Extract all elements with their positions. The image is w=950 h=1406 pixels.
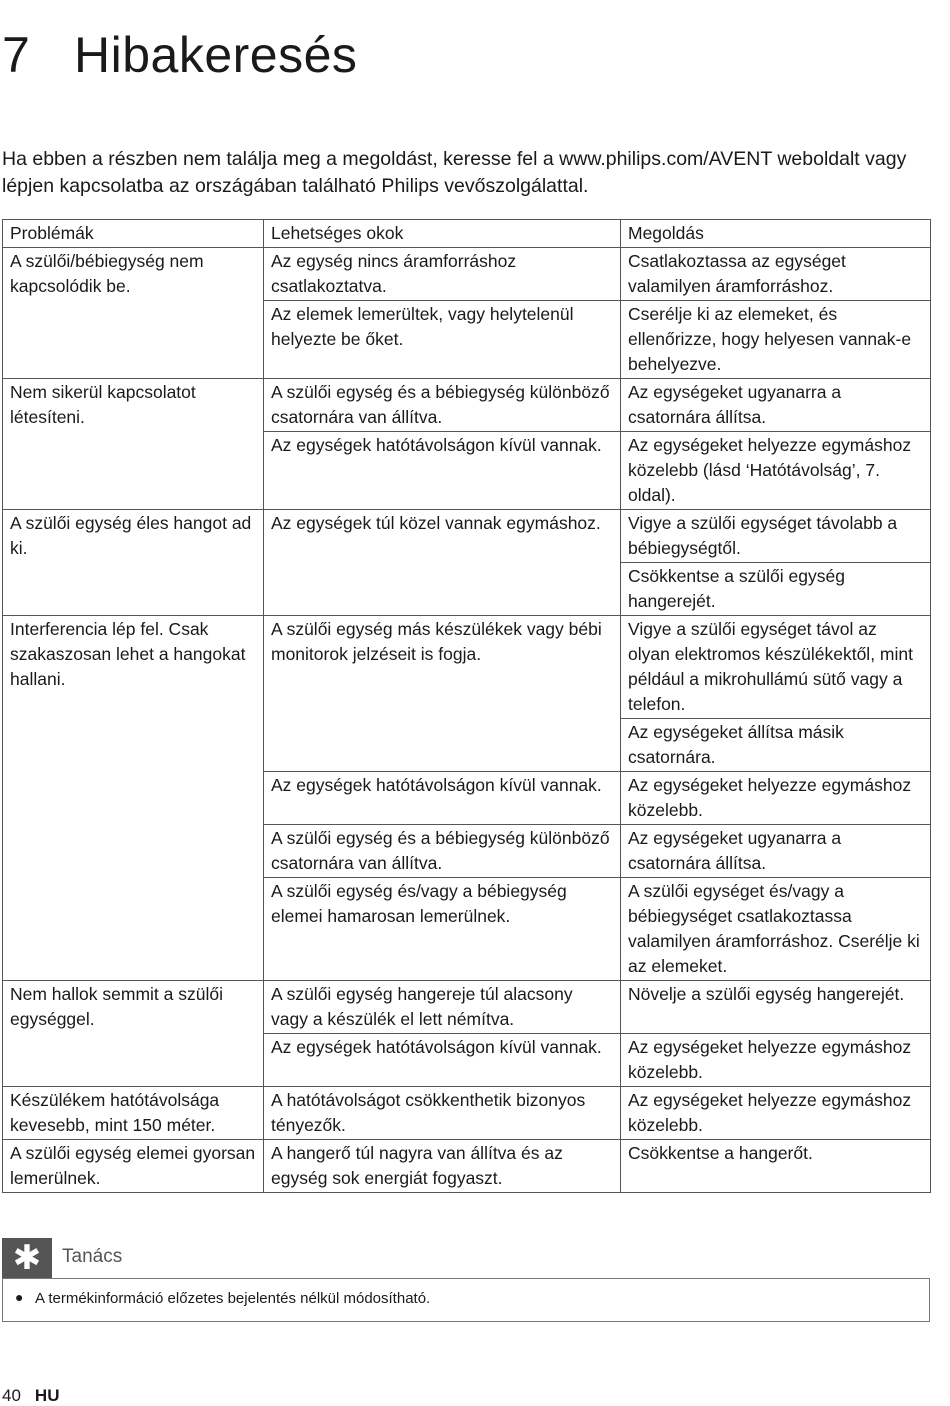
cause-cell: Az egységek hatótávolságon kívül vannak.	[264, 1034, 621, 1087]
problem-cell: A szülői egység éles hangot ad ki.	[3, 510, 264, 616]
page-footer	[2, 1386, 59, 1406]
solution-cell: Vigye a szülői egységet távol az olyan elektromos készülékektől, mint például a mikrohullámú sütő vagy a telefon.	[621, 616, 931, 719]
table-header-row	[3, 220, 931, 248]
problem-cell: A szülői/bébiegység nem kapcsolódik be.	[3, 248, 264, 379]
tip-body	[2, 1278, 930, 1322]
solution-cell: Az egységeket állítsa másik csatornára.	[621, 719, 931, 772]
tip-item: A termékinformáció előzetes bejelentés nélkül módosítható.	[35, 1290, 431, 1307]
problem-cell: Készülékem hatótávolsága kevesebb, mint 150 méter.	[3, 1087, 264, 1140]
cause-cell: Az elemek lemerültek, vagy helytelenül helyezte be őket.	[264, 301, 621, 379]
page-number: 40	[2, 1386, 21, 1405]
header-causes: Lehetséges okok	[264, 220, 621, 248]
table-body	[3, 248, 931, 1193]
chapter-number: 7	[2, 27, 31, 83]
solution-cell: Csökkentse a szülői egység hangerejét.	[621, 563, 931, 616]
cause-cell: A szülői egység és a bébiegység különböző csatornára van állítva.	[264, 825, 621, 878]
cause-cell: Az egységek hatótávolságon kívül vannak.	[264, 772, 621, 825]
solution-cell: Az egységeket helyezze egymáshoz közelebb (lásd ‘Hatótávolság’, 7. oldal).	[621, 432, 931, 510]
table-row	[3, 1087, 931, 1140]
tip-box	[2, 1238, 930, 1322]
cause-cell: A szülői egység és a bébiegység különböző csatornára van állítva.	[264, 379, 621, 432]
problem-cell: A szülői egység elemei gyorsan lemerülnek.	[3, 1140, 264, 1193]
cause-cell: Az egységek hatótávolságon kívül vannak.	[264, 432, 621, 510]
solution-cell: Az egységeket helyezze egymáshoz közelebb.	[621, 1034, 931, 1087]
cause-cell: A hatótávolságot csökkenthetik bizonyos tényezők.	[264, 1087, 621, 1140]
solution-cell: A szülői egységet és/vagy a bébiegységet csatlakoztassa valamilyen áramforráshoz. Cserélje ki az elemeket.	[621, 878, 931, 981]
cause-cell: A szülői egység és/vagy a bébiegység elemei hamarosan lemerülnek.	[264, 878, 621, 981]
table-row	[3, 379, 931, 432]
table-row	[3, 248, 931, 301]
asterisk-icon: ✱	[2, 1238, 52, 1278]
table-row	[3, 1140, 931, 1193]
solution-cell: Az egységeket ugyanarra a csatornára állítsa.	[621, 825, 931, 878]
cause-cell: A hangerő túl nagyra van állítva és az egység sok energiát fogyaszt.	[264, 1140, 621, 1193]
tip-title: Tanács	[62, 1246, 123, 1267]
bullet-icon: ●	[15, 1289, 24, 1305]
intro-paragraph: Ha ebben a részben nem találja meg a megoldást, keresse fel a www.philips.com/AVENT weboldalt vagy lépjen kapcsolatba az országában található Philips vevőszolgálattal.	[2, 148, 907, 197]
table-row	[3, 616, 931, 719]
header-problems: Problémák	[3, 220, 264, 248]
table-row	[3, 981, 931, 1034]
solution-cell: Vigye a szülői egységet távolabb a bébiegységtől.	[621, 510, 931, 563]
chapter-title: Hibakeresés	[74, 27, 358, 83]
solution-cell: Az egységeket helyezze egymáshoz közelebb.	[621, 772, 931, 825]
cause-cell: Az egységek túl közel vannak egymáshoz.	[264, 510, 621, 616]
solution-cell: Növelje a szülői egység hangerejét.	[621, 981, 931, 1034]
cause-cell: A szülői egység hangereje túl alacsony vagy a készülék el lett némítva.	[264, 981, 621, 1034]
problem-cell: Interferencia lép fel. Csak szakaszosan lehet a hangokat hallani.	[3, 616, 264, 981]
solution-cell: Csökkentse a hangerőt.	[621, 1140, 931, 1193]
solution-cell: Az egységeket ugyanarra a csatornára állítsa.	[621, 379, 931, 432]
solution-cell: Cserélje ki az elemeket, és ellenőrizze, hogy helyesen vannak-e behelyezve.	[621, 301, 931, 379]
cause-cell: A szülői egység más készülékek vagy bébi monitorok jelzéseit is fogja.	[264, 616, 621, 772]
troubleshooting-table	[2, 219, 931, 1193]
solution-cell: Az egységeket helyezze egymáshoz közelebb.	[621, 1087, 931, 1140]
problem-cell: Nem hallok semmit a szülői egységgel.	[3, 981, 264, 1087]
cause-cell: Az egység nincs áramforráshoz csatlakoztatva.	[264, 248, 621, 301]
solution-cell: Csatlakoztassa az egységet valamilyen áramforráshoz.	[621, 248, 931, 301]
header-solution: Megoldás	[621, 220, 931, 248]
language-code: HU	[34, 1386, 60, 1405]
page-heading	[2, 27, 358, 83]
problem-cell: Nem sikerül kapcsolatot létesíteni.	[3, 379, 264, 510]
table-row	[3, 510, 931, 563]
